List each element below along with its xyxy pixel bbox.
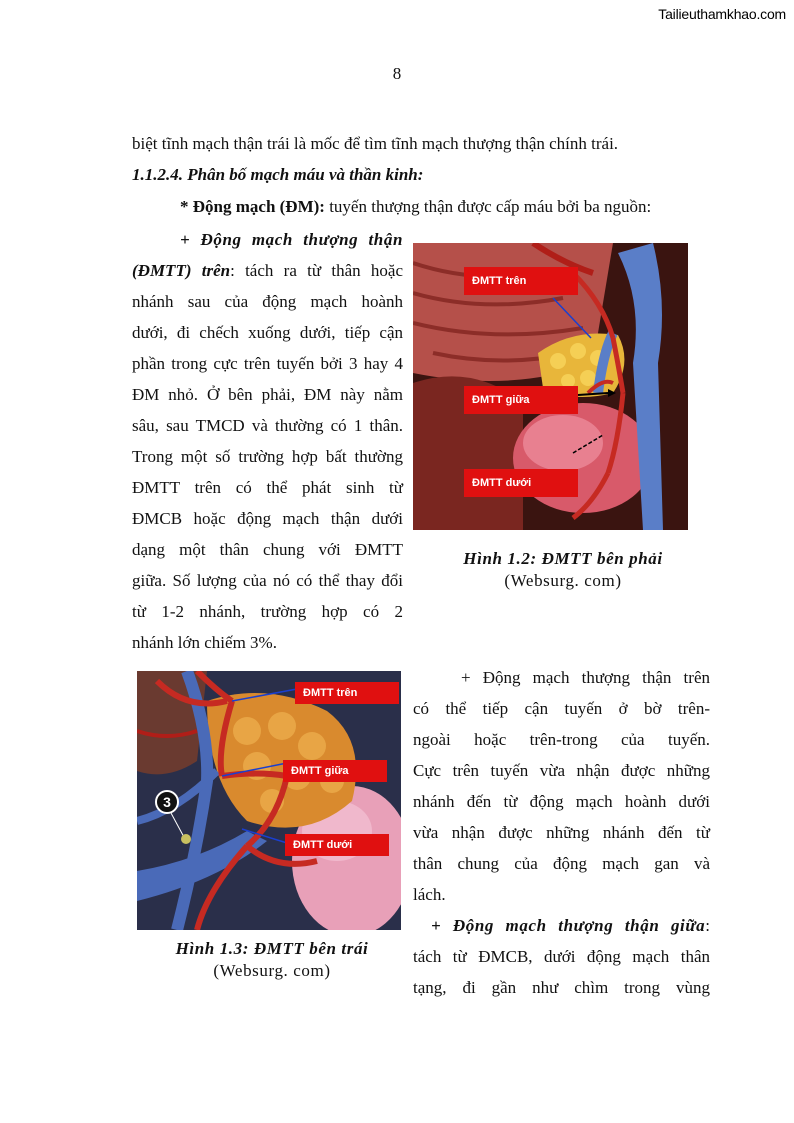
right-col-line — [413, 910, 710, 941]
artery-heading: * Động mạch (ĐM): — [180, 197, 325, 216]
right-col-line: tạng, đi gần như chìm trong vùng — [413, 978, 710, 997]
right-col-line: + Động mạch thượng thận trên — [461, 668, 710, 687]
figure-left-adrenal-image — [137, 671, 401, 930]
left-col-line: nhánh sau của động mạch hoành — [132, 292, 403, 311]
figure2-marker: 3 — [163, 794, 171, 810]
left-col-line: từ 1-2 nhánh, trường hợp có 2 — [132, 602, 403, 621]
figure1-caption-title: Hình 1.2: ĐMTT bên phải — [463, 549, 663, 568]
figure2-caption-source: (Websurg. com) — [213, 961, 331, 980]
right-col-line: tách từ ĐMCB, dưới động mạch thân — [413, 947, 710, 966]
left-col-line: dưới, đi chếch xuống dưới, tiếp cận — [132, 323, 403, 342]
right-col-line: nhánh đến từ động mạch hoành dưới — [413, 792, 710, 811]
right-col-line: thân chung của động mạch gan và — [413, 854, 710, 873]
figure2-label-middle: ĐMTT giữa — [283, 760, 387, 782]
right-col-line: ngoài hoặc trên-trong của tuyến. — [413, 730, 710, 749]
text-line: biệt tĩnh mạch thận trái là mốc để tìm tĩnh mạch thượng thận chính trái. — [132, 134, 619, 153]
left-col-line: Trong một số trường hợp bất thường — [132, 447, 403, 466]
left-col-line: nhánh lớn chiếm 3%. — [132, 633, 277, 652]
figure-right-adrenal-image — [413, 243, 688, 530]
artery-intro: tuyến thượng thận được cấp máu bởi ba nguồn: — [324, 197, 652, 216]
left-col-line: giữa. Số lượng của nó có thể thay đổi — [132, 571, 403, 590]
figure1-caption — [413, 548, 713, 592]
left-col-line: phần trong cực trên tuyến bởi 3 hay 4 — [132, 354, 403, 373]
right-col-line: Cực trên tuyến vừa nhận được những — [413, 761, 710, 780]
left-column — [132, 224, 403, 658]
right-col-line: có thể tiếp cận tuyến ở bờ trên- — [413, 699, 710, 718]
left-col-line: sâu, sau TMCD và thường có 1 thân. — [132, 416, 403, 435]
section-heading: 1.1.2.4. Phân bố mạch máu và thần kinh: — [132, 165, 424, 184]
right-column — [413, 662, 710, 1003]
figure2-caption — [137, 938, 407, 982]
superior-artery-term: + Động mạch thượng thận — [180, 230, 403, 249]
figure2-label-superior: ĐMTT trên — [295, 682, 399, 704]
left-col-line: ĐMTT trên có thể phát sinh từ — [132, 478, 403, 497]
figure2-caption-title: Hình 1.3: ĐMTT bên trái — [175, 939, 369, 958]
figure1-label-inferior: ĐMTT dưới — [464, 469, 578, 497]
figure1-label-middle: ĐMTT giữa — [464, 386, 578, 414]
left-col-text: : tách ra từ thân hoặc — [230, 261, 403, 280]
figure2-label-inferior: ĐMTT dưới — [285, 834, 389, 856]
left-col-line: dạng một thân chung với ĐMTT — [132, 540, 403, 559]
left-col-line — [132, 224, 403, 255]
watermark: Tailieuthamkhao.com — [658, 6, 786, 22]
left-col-line — [132, 255, 403, 286]
superior-artery-abbr: (ĐMTT) trên — [132, 261, 231, 280]
left-col-line: ĐM nhỏ. Ở bên phải, ĐM này nằm — [132, 385, 403, 404]
right-col-text: : — [705, 916, 710, 935]
figure1-label-superior: ĐMTT trên — [464, 267, 578, 295]
text-line — [180, 191, 651, 222]
right-col-line: lách. — [413, 885, 446, 904]
right-col-line: vừa nhận được những nhánh đến từ — [413, 823, 710, 842]
left-col-line: ĐMCB hoặc động mạch thận dưới — [132, 509, 403, 528]
figure1-caption-source: (Websurg. com) — [504, 571, 622, 590]
middle-artery-term: + Động mạch thượng thận giữa — [431, 916, 706, 935]
page-number: 8 — [392, 64, 402, 83]
